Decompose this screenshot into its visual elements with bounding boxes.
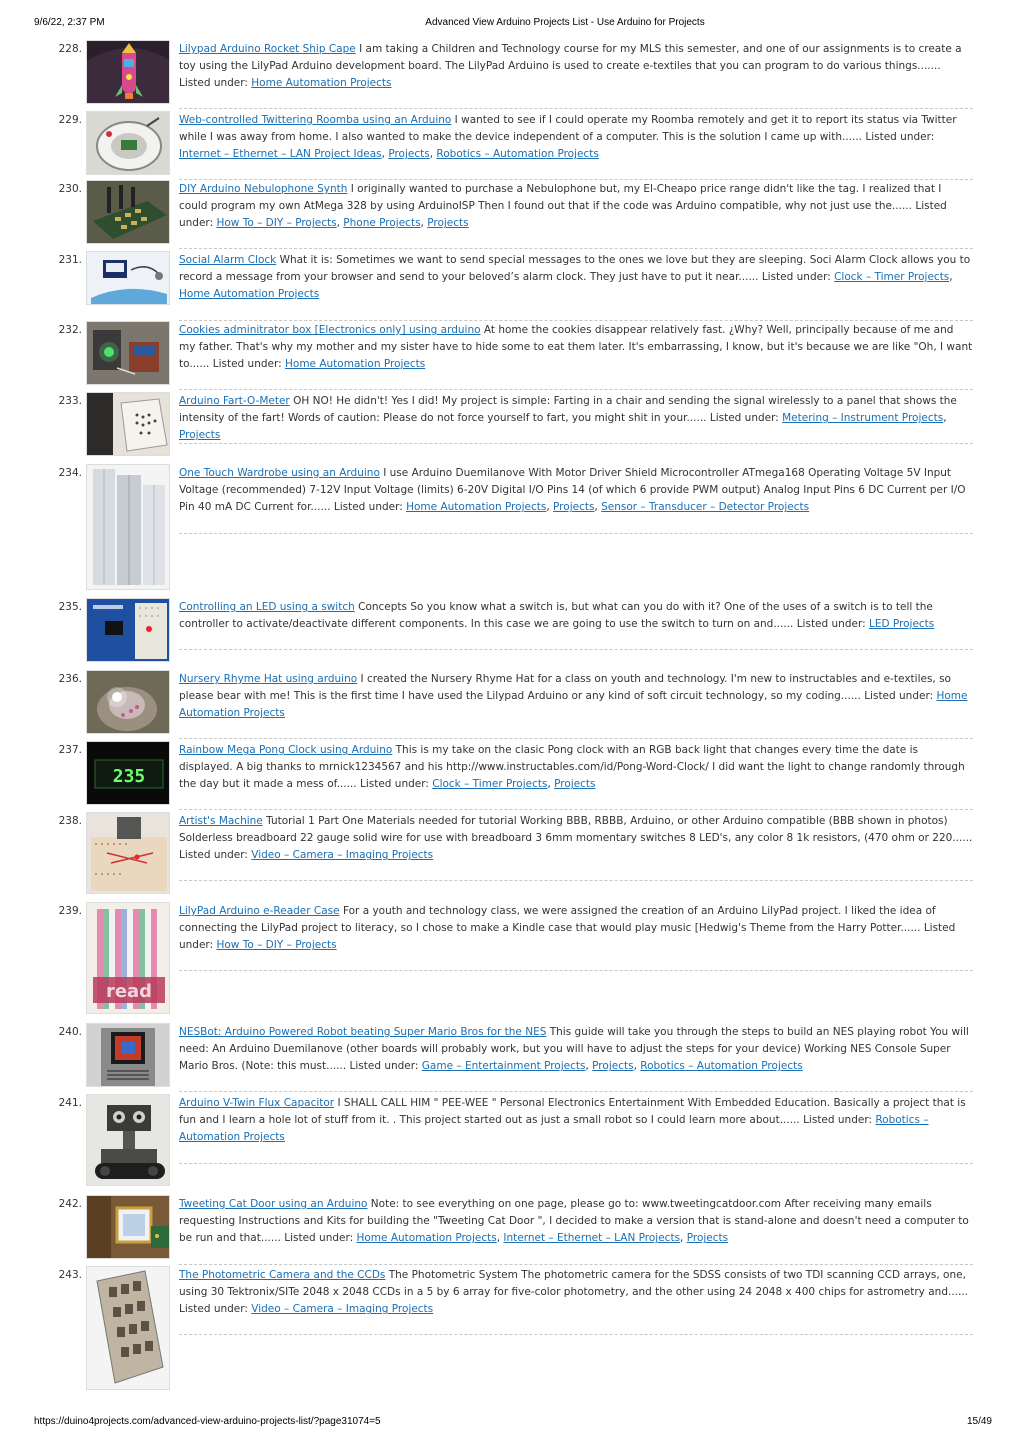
project-title-link[interactable]: Lilypad Arduino Rocket Ship Cape [179,43,356,55]
category-link[interactable]: Home Automation Projects [406,501,547,514]
category-link[interactable]: Projects [388,148,430,161]
project-thumbnail[interactable] [86,111,170,175]
project-description: The Photometric System The photometric camera for the SDSS consists of two TDI scanning CCD arrays, one, using 30 Tektronix/SITe 2048 x 2048 CCDs in a 5 by 6 array for five-color photometry, and the other using 24 2048 x 400 chips for astrometry and...... [179,1269,969,1299]
category-link[interactable]: Home Automation Projects [251,77,392,90]
print-page-title: Advanced View Arduino Projects List - Use Arduino for Projects [425,17,705,28]
project-title-link[interactable]: Cookies adminitrator box [Electronics only] using arduino [179,324,481,336]
project-title-link[interactable]: Arduino Fart-O-Meter [179,395,290,407]
item-text [179,1267,973,1319]
project-title-link[interactable]: Controlling an LED using a switch [179,601,355,613]
item-number: 238. [58,815,82,827]
category-link[interactable]: Robotics – Automation Projects [640,1060,803,1073]
item-divider [179,649,973,650]
item-text [179,903,973,955]
listed-under-label: Listed under: [179,849,248,862]
item-number: 234. [58,467,82,479]
project-title-link[interactable]: Tweeting Cat Door using an Arduino [179,1198,368,1210]
item-text: Rainbow Mega Pong Clock using Arduino This is my take on the clasic Pong clock with an RGB back light that changes every time the date is displayed. A big thanks to mrnick1234567 and his http://www.instructables.com/id/Pong-Word-Clock/ I did want the light to change randomly through the day but it made a mess of...... Listed under: Clock – Timer Projects, Projects [179,744,965,791]
project-description: I created the Nursery Rhyme Hat for a class on youth and technology. I'm new to instructables and e-textiles, so please bear with me! This is the first time I have used the Lilypad Arduino or any kind of soft circuit technology, so my coding...... [179,673,951,703]
project-description: I wanted to see if I could operate my Roomba remotely and get it to report its status via Twitter while I was away from home. I also wanted to make the device independent of a computer. This is the solution I came up with...... [179,114,957,144]
item-number: 232. [58,324,82,336]
category-link[interactable]: Projects [179,429,221,442]
category-link[interactable]: Projects [686,1232,729,1245]
item-text: Arduino Fart-O-Meter OH NO! He didn't! Yes I did! My project is simple: Farting in a chair and sending the signal wirelessly to a panel that shows the intensity of the fart! Words of caution: Please do not force yourself to fart, you might shit in your...... Listed under: Metering – Instrument Projects, Projects [179,395,957,442]
project-title-link[interactable]: DIY Arduino Nebulophone Synth [179,183,348,195]
project-title-link[interactable]: Rainbow Mega Pong Clock using Arduino [179,744,393,756]
project-description: I use Arduino Duemilanove With Motor Driver Shield Microcontroller ATmega168 Operating Voltage 5V Input Voltage (recommended) 7-12V Input Voltage (limits) 6-20V Digital I/O Pins 14 (of which 6 provide PWM output) Analog Input Pins 6 DC Current per I/O Pin 40 mA DC Current for...... [179,467,966,514]
item-number: 231. [58,254,82,266]
category-link[interactable]: LED Projects [868,618,935,631]
category-link[interactable]: Sensor – Transducer – Detector Projects [601,501,810,514]
item-divider [179,389,973,390]
item-text: Web-controlled Twittering Roomba using an Arduino I wanted to see if I could operate my Roomba remotely and get it to report its status via Twitter while I was away from home. I also wanted to make the device independent of a computer. This is the solution I came up with...... Listed under: Internet – Ethernet – LAN Project Ideas, Projects, Robotics – Automation Projects [179,114,957,161]
listed-under-label: Listed under: [359,778,429,791]
item-text: Tweeting Cat Door using an Arduino Note: to see everything on one page, please go to: www.tweetingcatdoor.com After receiving many emails requesting Instructions and Kits for building the "Tweeting Cat Door ", I decided to make a version that is stand-alone and doesn't need a computer to be run and that...... Listed under: Home Automation Projects, Internet – Ethernet – LAN Projects, Projects [179,1198,969,1245]
project-description: At home the cookies disappear relatively fast. ¿Why? Well, principally because of me and my father. That's why my mother and my sister have to hide some to eat them later. It's embarrassing, I know, but it's because we are like "Oh, I want to...... [179,324,973,371]
project-title-link[interactable]: One Touch Wardrobe using an Arduino [179,467,380,479]
item-text: One Touch Wardrobe using an Arduino I use Arduino Duemilanove With Motor Driver Shield Microcontroller ATmega168 Operating Voltage 5V Input Voltage (recommended) 7-12V Input Voltage (limits) 6-20V Digital I/O Pins 14 (of which 6 provide PWM output) Analog Input Pins 6 DC Current per I/O Pin 40 mA DC Current for...... Listed under: Home Automation Projects, Projects, Sensor – Transducer – Detector Projects [179,467,966,514]
project-description: Tutorial 1 Part One Materials needed for tutorial Working BBB, RBBB, Arduino, or other Arduino compatible (BBB shown in photos) Solderless breadboard 22 gauge solid wire for use with breadboard 3 6mm momentary switches 8 LED's, any color 8 1k resistors, (470 ohm or 220...... [179,815,973,845]
listed-under-label: Listed under: [179,200,947,230]
project-thumbnail[interactable] [86,1023,170,1087]
listed-under-label: Listed under: [864,690,934,703]
project-description: This is my take on the clasic Pong clock with an RGB back light that changes every time the date is displayed. A big thanks to mrnick1234567 and his http://www.instructables.com/id/Pong-Word-Clock/ I did want the light to change randomly through the day but it made a mess of...... [179,744,965,791]
item-text [179,671,973,723]
listed-under-label: Listed under: [179,77,248,90]
item-number: 241. [58,1097,82,1109]
category-link[interactable]: How To – DIY – Projects [216,939,337,952]
project-thumbnail[interactable] [86,1094,170,1186]
category-link[interactable]: How To – DIY – Projects [216,217,337,230]
project-thumbnail[interactable] [86,321,170,385]
category-link[interactable]: Home Automation Projects [285,358,426,371]
listed-under-label: Listed under: [212,358,282,371]
item-number: 239. [58,905,82,917]
project-description: I SHALL CALL HIM " PEE-WEE " Personal Electronics Entertainment With Embedded Education. Basically a project that is fun and I learn a hole lot of stuff from it. . This project started out as just a small robot so I could learn more about...... [179,1097,966,1127]
category-link[interactable]: Projects [427,217,469,230]
category-link[interactable]: Clock – Timer Projects [432,778,548,791]
project-title-link[interactable]: Nursery Rhyme Hat using arduino [179,673,358,685]
project-description: For a youth and technology class, we were assigned the creation of an Arduino LilyPad project. I liked the idea of connecting the LilyPad project to literacy, so I chose to make a Kindle case that would play music [Hedwig's Theme from the Harry Potter...... [179,905,936,935]
svg-text:read: read [105,981,153,1002]
item-text: NESBot: Arduino Powered Robot beating Super Mario Bros for the NES This guide will take you through the steps to build an NES playing robot You will need: An Arduino Duemilanove (other boards will probably work, but you will have to adjust the steps for your device) Working NES Console Super Mario Bros. (Note: this must...... Listed under: Game – Entertainment Projects, Projects, Robotics – Automation Projects [179,1026,969,1073]
item-divider [179,1163,973,1164]
project-description: Concepts So you know what a switch is, but what can you do with it? One of the uses of a switch is to tell the controller to activate/deactivate different components. In this case we are going to use the switch to turn on and...... [179,601,933,631]
listed-under-label: Listed under: [796,618,866,631]
project-thumbnail[interactable] [86,902,170,1014]
category-link[interactable]: Projects [592,1060,634,1073]
listed-under-label: Listed under: [761,271,831,284]
project-thumbnail[interactable] [86,1266,170,1390]
project-title-link[interactable]: LilyPad Arduino e-Reader Case [179,905,340,917]
category-link[interactable]: Home Automation Projects [179,690,968,720]
item-divider [179,1091,973,1092]
category-link[interactable]: Home Automation Projects [356,1232,497,1245]
item-divider [179,248,973,249]
print-footer [0,1416,1024,1436]
item-text [179,1095,973,1147]
project-description: I am taking a Children and Technology course for my MLS this semester, and one of our assignments is to create a toy using the LilyPad Arduino development board. The LilyPad Arduino is used to create e-textiles that you can program to do various things....... [179,43,962,73]
svg-text:235: 235 [112,766,146,787]
project-thumbnail[interactable] [86,40,170,104]
item-divider [179,970,973,971]
item-number: 230. [58,183,82,195]
category-link[interactable]: Home Automation Projects [179,288,320,301]
print-datetime: 9/6/22, 2:37 PM [34,17,105,28]
item-divider [179,809,973,810]
item-text: Social Alarm Clock What it is: Sometimes we want to send special messages to the ones we love but they are sleeping. Soci Alarm Clock allows you to record a message from your browser and send to your beloved’s alarm clock. They just have to put it near...... Listed under: Clock – Timer Projects, Home Automation Projects [179,254,971,301]
item-divider [179,880,973,881]
item-number: 235. [58,601,82,613]
item-text [179,813,973,865]
item-divider [179,1264,973,1265]
project-description: This guide will take you through the steps to build an NES playing robot You will need: An Arduino Duemilanove (other boards will probably work, but you will have to adjust the steps for your device) Working NES Console Super Mario Bros. (Note: this must...... [179,1026,969,1073]
project-description: Note: to see everything on one page, please go to: www.tweetingcatdoor.com After receiving many emails requesting Instructions and Kits for building the "Tweeting Cat Door ", I decided to make a version that is stand-alone and doesn't need a computer to be run and that...... [179,1198,969,1245]
category-link[interactable]: Internet – Ethernet – LAN Projects [503,1232,681,1245]
project-thumbnail[interactable] [86,741,170,805]
category-link[interactable]: Phone Projects [343,217,421,230]
category-link[interactable]: Projects [553,501,595,514]
project-thumbnail[interactable] [86,464,170,590]
item-number: 229. [58,114,82,126]
item-divider [179,179,973,180]
project-title-link[interactable]: Arduino V-Twin Flux Capacitor [179,1097,335,1109]
category-link[interactable]: Projects [554,778,596,791]
item-text [179,322,973,374]
project-title-link[interactable]: Artist's Machine [179,815,263,827]
listed-under-label: Listed under: [803,1114,872,1127]
item-number: 233. [58,395,82,407]
item-number: 237. [58,744,82,756]
print-header [0,0,1024,40]
project-description: OH NO! He didn't! Yes I did! My project is simple: Farting in a chair and sending the signal wirelessly to a panel that shows the intensity of the fart! Words of caution: Please do not force yourself to fart, you might shit in your...... [179,395,957,425]
category-link[interactable]: Robotics – Automation Projects [179,1114,929,1144]
project-thumbnail[interactable] [86,670,170,734]
category-link[interactable]: Internet – Ethernet – LAN Project Ideas [179,148,382,161]
project-title-link[interactable]: Social Alarm Clock [179,254,277,266]
listed-under-label: Listed under: [709,412,779,425]
item-divider [179,108,973,109]
listed-under-label: Listed under: [284,1232,354,1245]
project-thumbnail[interactable] [86,180,170,244]
project-title-link[interactable]: The Photometric Camera and the CCDs [179,1269,386,1281]
project-title-link[interactable]: Web-controlled Twittering Roomba using an Arduino [179,114,452,126]
listed-under-label: Listed under: [179,922,956,952]
item-text: DIY Arduino Nebulophone Synth I originally wanted to purchase a Nebulophone but, my El-Cheapo price range didn't like the tag. I realized that I could program my own AtMega 328 by using ArduinoISP Then I found out that if the code was Arduino compatible, why not just use the...... Listed under: How To – DIY – Projects, Phone Projects, Projects [179,183,947,230]
project-thumbnail[interactable] [86,251,170,305]
item-number: 240. [58,1026,82,1038]
project-description: What it is: Sometimes we want to send special messages to the ones we love but they are sleeping. Soci Alarm Clock allows you to record a message from your browser and send to your beloved’s alarm clock. They just have to put it near...... [179,254,971,284]
listed-under-label: Listed under: [865,131,935,144]
item-text [179,599,973,633]
page-number: 15/49 [966,1416,992,1427]
item-number: 242. [58,1198,82,1210]
project-thumbnail[interactable] [86,812,170,894]
item-divider [179,320,973,321]
category-link[interactable]: Robotics – Automation Projects [436,148,599,161]
category-link[interactable]: Game – Entertainment Projects [421,1060,586,1073]
category-link[interactable]: Video – Camera – Imaging Projects [251,1303,434,1316]
category-link[interactable]: Video – Camera – Imaging Projects [251,849,434,862]
project-thumbnail[interactable] [86,392,170,456]
listed-under-label: Listed under: [349,1060,419,1073]
item-number: 236. [58,673,82,685]
project-thumbnail[interactable] [86,1195,170,1259]
print-url: https://duino4projects.com/advanced-view-arduino-projects-list/?page31074=5 [34,1416,381,1427]
item-number: 228. [58,43,82,55]
item-number: 243. [58,1269,82,1281]
project-title-link[interactable]: NESBot: Arduino Powered Robot beating Super Mario Bros for the NES [179,1026,547,1038]
item-divider [179,533,973,534]
item-divider [179,1334,973,1335]
project-description: I originally wanted to purchase a Nebulophone but, my El-Cheapo price range didn't like the tag. I realized that I could program my own AtMega 328 by using ArduinoISP Then I found out that if the code was Arduino compatible, why not just use the...... [179,183,942,213]
category-link[interactable]: Clock – Timer Projects [834,271,950,284]
item-divider [179,443,973,444]
listed-under-label: Listed under: [179,1303,248,1316]
category-link[interactable]: Metering – Instrument Projects [782,412,944,425]
listed-under-label: Listed under: [333,501,403,514]
project-thumbnail[interactable] [86,598,170,662]
item-text [179,41,973,93]
item-divider [179,738,973,739]
